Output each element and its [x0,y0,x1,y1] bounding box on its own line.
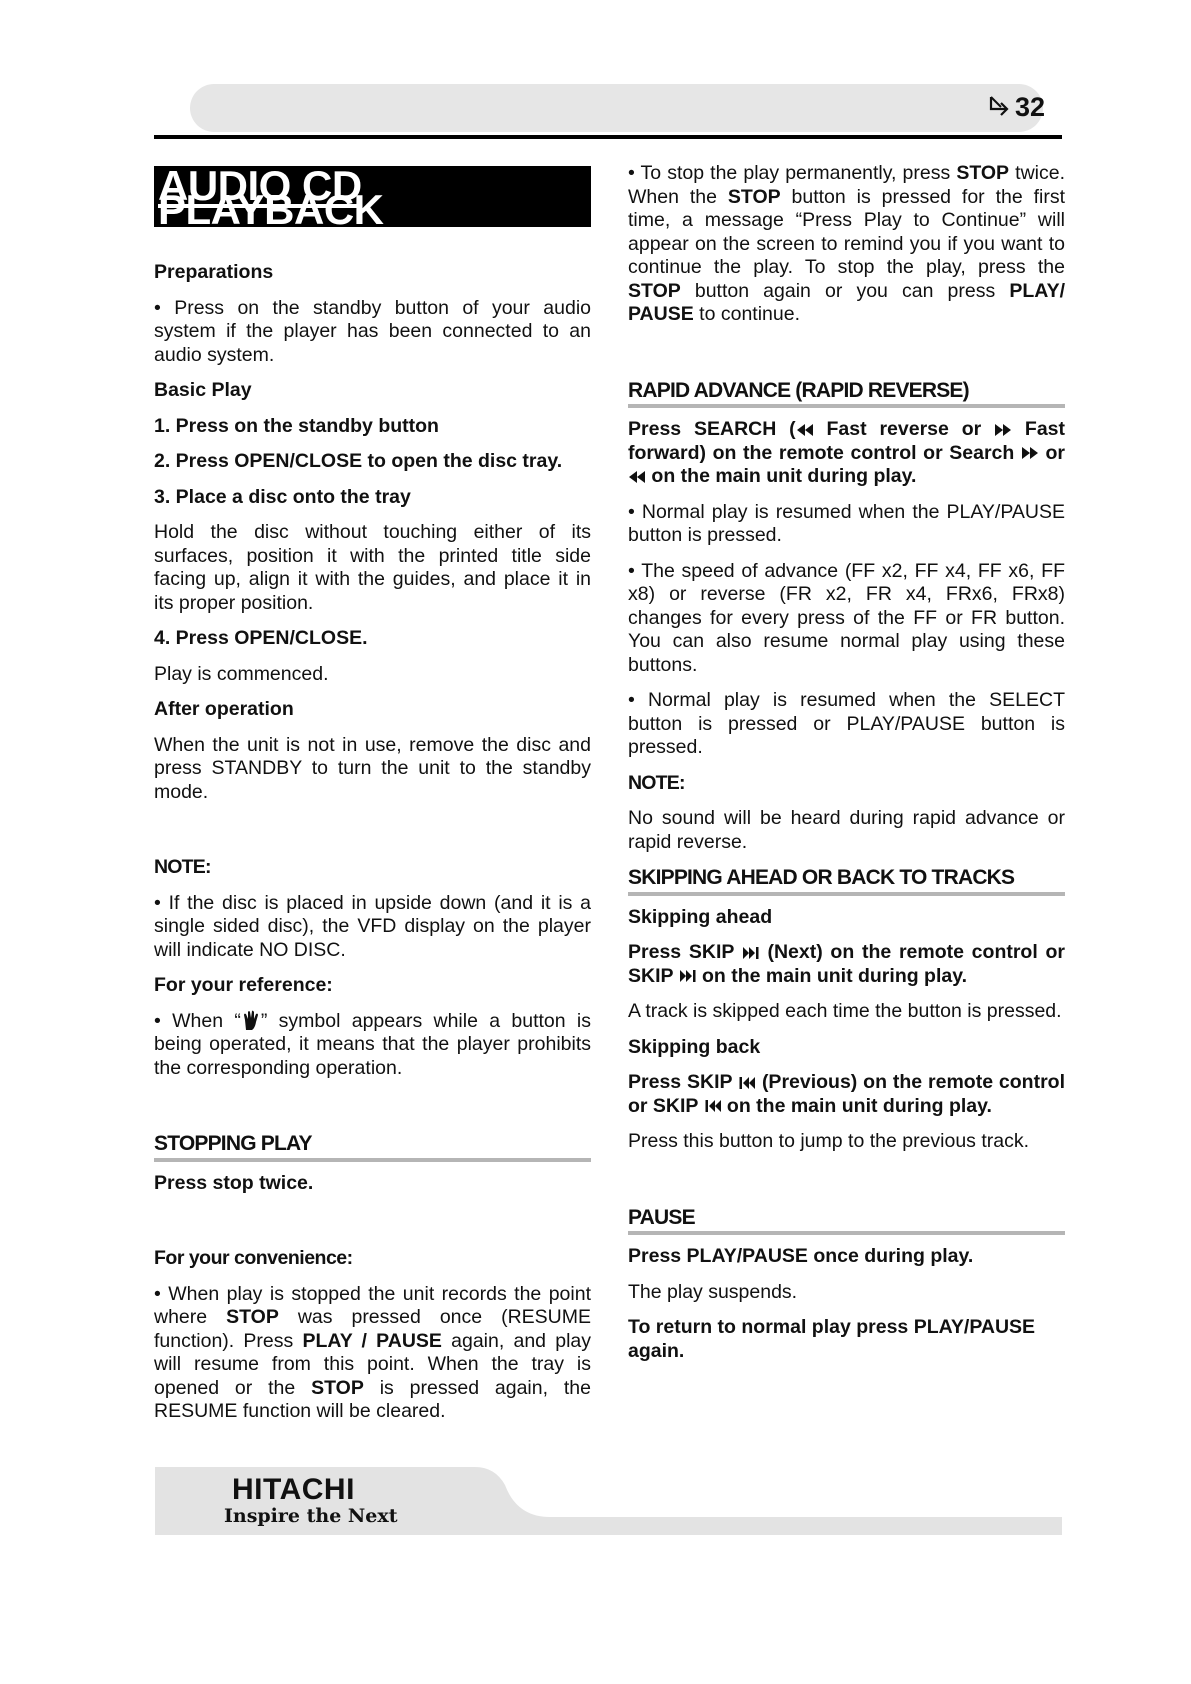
brand-logo: HITACHI [232,1473,355,1506]
header-rule [154,135,1062,139]
rapid-text-1: • Normal play is resumed when the PLAY/PAUSE button is pressed. [628,500,1065,546]
note-text: • If the disc is placed in upside down (and it is a single sided disc), the VFD display on the player will indicate NO DISC. [154,891,591,961]
page-arrow-icon [987,95,1011,121]
note-text: No sound will be heard during rapid advance or rapid reverse. [628,807,1065,853]
page-number: 32 [987,92,1045,123]
fast-reverse-icon [628,470,646,484]
convenience-text: • When play is stopped the unit records the point where STOP was pressed once (RESUME function). Press PLAY / PAUSE again, and play will resume from this point. When the tray is opened or the STOP is pressed again, the RESUME function will be cleared. [154,1282,592,1422]
note-label: NOTE: [628,771,685,794]
header-bar [190,84,1043,132]
rapid-instruction: Press SEARCH ( Fast reverse or Fast forward) on the remote control or Search or on the main unit during play. [628,418,1066,487]
note-label: NOTE: [154,856,211,878]
step-4: 4. Press OPEN/CLOSE. [154,627,368,649]
pause-heading: PAUSE [628,1206,1065,1236]
skipping-back-text: Press this button to jump to the previous track. [628,1130,1030,1152]
rapid-text-2: • The speed of advance (FF x2, FF x4, FF x6, FF x8) or reverse (FR x2, FR x4, FRx6, FRx8) changes for every press of the FF or FR button. You can also resume normal play using these buttons. [628,559,1065,676]
step-1: 1. Press on the standby button [154,414,439,437]
step-3: 3. Place a disc onto the tray [154,485,411,508]
fast-forward-icon [1021,446,1039,460]
convenience-label: For your convenience: [154,1247,353,1269]
skipping-back-label: Skipping back [628,1035,761,1058]
reference-label: For your reference: [154,974,333,996]
skip-next-icon [679,969,697,983]
stopping-play-instruction: Press stop twice. [154,1171,314,1194]
pause-text: The play suspends. [628,1280,798,1303]
step-3-text: Hold the disc without touching either of its surfaces, position it with the printed title side facing up, align it with the guides, and place it in its proper position. [154,521,591,614]
fast-forward-icon [994,423,1012,437]
skipping-ahead-instruction: Press SKIP (Next) on the remote control or SKIP on the main unit during play. [628,941,1065,987]
preparations-text: • Press on the standby button of your audio system if the player has been connected to an audio system. [154,296,591,366]
brand-slogan: Inspire the Next [224,1505,398,1527]
preparations-label: Preparations [154,261,274,283]
skip-previous-icon [704,1099,722,1113]
prohibited-hand-icon [241,1010,261,1032]
skipping-back-instruction: Press SKIP (Previous) on the remote control or SKIP on the main unit during play. [628,1071,1065,1117]
skip-next-icon [742,946,760,960]
fast-reverse-icon [796,423,814,437]
pause-instruction: Press PLAY/PAUSE once during play. [628,1245,974,1267]
basic-play-label: Basic Play [154,379,252,401]
left-column [154,162,592,1436]
skip-previous-icon [738,1076,756,1090]
stop-permanently-text: • To stop the play permanently, press STOP twice. When the STOP button is pressed for the first time, a message “Press Play to Continue” will appear on the screen to remind you if you want to continue the play. To stop the play, press the STOP button again or you can press PLAY/ PAUSE to continue. [628,162,1066,325]
rapid-text-3: • Normal play is resumed when the SELECT button is pressed or PLAY/PAUSE button is pressed. [628,689,1065,758]
step-4-text: Play is commenced. [154,662,329,685]
step-2: 2. Press OPEN/CLOSE to open the disc tray. [154,450,563,472]
skipping-heading: SKIPPING AHEAD OR BACK TO TRACKS [628,866,1065,896]
stopping-play-heading: STOPPING PLAY [154,1132,591,1162]
rapid-advance-heading: RAPID ADVANCE (RAPID REVERSE) [628,379,1065,409]
pause-return-instruction: To return to normal play press PLAY/PAUSE again. [628,1316,1036,1362]
right-column [628,162,1065,1375]
skipping-ahead-text: A track is skipped each time the button is pressed. [628,1000,1062,1022]
after-operation-text: When the unit is not in use, remove the disc and press STANDBY to turn the unit to the standby mode. [154,733,591,803]
skipping-ahead-label: Skipping ahead [628,905,773,928]
reference-text: • When “ ” symbol appears while a button is being operated, it means that the player prohibits the corresponding operation. [154,1009,591,1079]
page-title: AUDIO CD PLAYBACK [154,166,591,227]
after-operation-label: After operation [154,698,294,720]
